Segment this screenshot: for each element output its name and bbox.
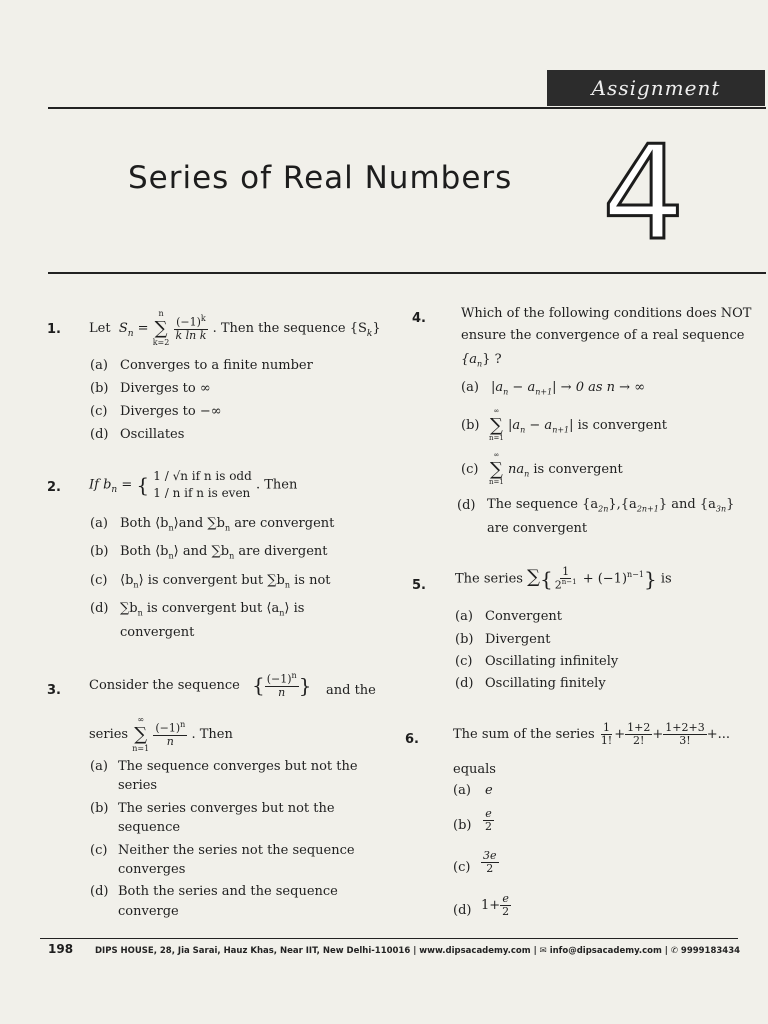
option-text: The sequence $\{a_{2n}\},\{a_{2n+1}\}$ and $\{a_{3n}\}$ (487, 497, 735, 514)
option-text-continued: converges (118, 862, 186, 877)
option-label: (b) (90, 801, 109, 816)
question-number: 5. (412, 578, 426, 593)
option-text: Both $⟨b_n⟩$ and $\sum b_n$ are divergent (120, 544, 328, 561)
option-text: ∞ ∑ n=1 $na_n$ is convergent (489, 451, 623, 487)
option-label: (b) (461, 418, 480, 433)
option-label: (c) (455, 654, 473, 669)
option-label: (a) (455, 609, 473, 624)
question-5-stem: The series ∑{ $\frac{1}{2^{n-1}}$ + $(-1)^{n-1}$} is (455, 565, 672, 592)
option-text: $⟨b_n⟩$ is convergent but $\sum b_n$ is not (120, 573, 331, 590)
option-label: (a) (90, 516, 108, 531)
option-label: (a) (90, 759, 108, 774)
option-text: The sequence converges but not the (118, 759, 358, 774)
fraction: $\frac{(-1)^k}{\text{k ln k}}$ (175, 314, 207, 343)
question-number: 6. (405, 732, 419, 747)
option-label: (d) (457, 498, 476, 513)
question-number: 1. (47, 322, 61, 337)
page-number: 198 (48, 942, 74, 956)
option-text-continued: series (118, 778, 158, 793)
page-title: Series of Real Numbers (128, 160, 513, 196)
option-label: (b) (90, 544, 109, 559)
option-text: Oscillating finitely (485, 676, 606, 691)
option-text: Oscillates (120, 427, 185, 442)
question-4-stem: Which of the following conditions does NOT (461, 306, 752, 321)
option-label: (c) (90, 573, 108, 588)
option-text: Convergent (485, 609, 563, 624)
option-text-continued: converge (118, 904, 179, 919)
option-text: Diverges to ∞ (120, 381, 211, 396)
option-text: $\frac{e}{2}$ (485, 807, 492, 834)
option-text: $|a_n - a_{n+1}| \to 0$ as n → ∞ (491, 380, 646, 397)
question-4-stem: $\{a_n\}$ ? (461, 352, 502, 369)
option-label: (a) (90, 358, 108, 373)
top-rule (48, 107, 766, 109)
question-1-stem: Let $S_n$ = n ∑ k=2 $\frac{(-1)^k}{\text{k ln k}}$ . Then the sequence $\{S_k\}$ (89, 309, 381, 347)
option-label: (b) (453, 818, 472, 833)
option-text: Both the series and the sequence (118, 884, 338, 899)
question-4-stem: ensure the convergence of a real sequence (461, 328, 745, 343)
option-label: (d) (90, 601, 109, 616)
option-text-continued: are convergent (487, 521, 588, 536)
option-label: (d) (90, 884, 109, 899)
option-text: Neither the series not the sequence (118, 843, 355, 858)
title-rule (48, 272, 766, 274)
option-label: (a) (461, 380, 479, 395)
option-label: (b) (455, 632, 474, 647)
option-text-continued: convergent (120, 625, 195, 640)
option-label: (b) (90, 381, 109, 396)
question-6-stem-continued: equals (453, 762, 496, 777)
option-label: (d) (453, 903, 472, 918)
option-text: Oscillating infinitely (485, 654, 619, 669)
option-text: Diverges to −∞ (120, 404, 222, 419)
option-label: (c) (90, 404, 108, 419)
question-number: 2. (47, 480, 61, 495)
option-label: (a) (453, 783, 471, 798)
option-text: 1+ $\frac{e}{2}$ (481, 892, 510, 919)
option-text: $\sum b_n$ is convergent but $⟨a_n⟩$ is (120, 601, 305, 618)
question-2-stem: If $b_n$ = { 1 / √n if n is odd 1 / n if n is even . Then (89, 469, 298, 500)
chapter-number: 4 (602, 117, 685, 269)
option-label: (d) (455, 676, 474, 691)
sum-symbol: n ∑ k=2 (152, 309, 170, 347)
option-label: (d) (90, 427, 109, 442)
footer-contact: DIPS HOUSE, 28, Jia Sarai, Hauz Khas, Near IIT, New Delhi-110016 | www.dipsacademy.com | ✉ info@dipsacademy.com | ✆ 9999183434 (95, 946, 741, 956)
question-3-stem: Consider the sequence { $\frac{(-1)^n}{n}$ } (89, 671, 312, 699)
footer-rule (40, 938, 738, 939)
question-number: 3. (47, 683, 61, 698)
option-text: ∞ ∑ n=1 $|a_n - a_{n+1}|$ is convergent (489, 407, 667, 443)
question-3-stem-and: and the (326, 683, 376, 698)
option-label: (c) (461, 462, 479, 477)
option-text: $\frac{3e}{2}$ (483, 849, 497, 876)
question-number: 4. (412, 311, 426, 326)
question-3-series: series ∞ ∑ n=1 $\frac{(-1)^n}{n}$ . Then (89, 715, 233, 753)
option-text: Divergent (485, 632, 551, 647)
option-text: Both $⟨b_n⟩and$ $\sum b_n$ are convergent (120, 516, 335, 533)
option-label: (c) (453, 860, 471, 875)
assignment-banner: Assignment (547, 70, 765, 106)
option-text-continued: sequence (118, 820, 181, 835)
question-6-stem: The sum of the series $\frac{1}{1!}$ + $\frac{1+2}{2!}$ + $\frac{1+2+3}{3!}$ +... (453, 721, 730, 748)
option-text: Converges to a finite number (120, 358, 313, 373)
option-text: e (485, 783, 493, 798)
option-label: (c) (90, 843, 108, 858)
option-text: The series converges but not the (118, 801, 335, 816)
